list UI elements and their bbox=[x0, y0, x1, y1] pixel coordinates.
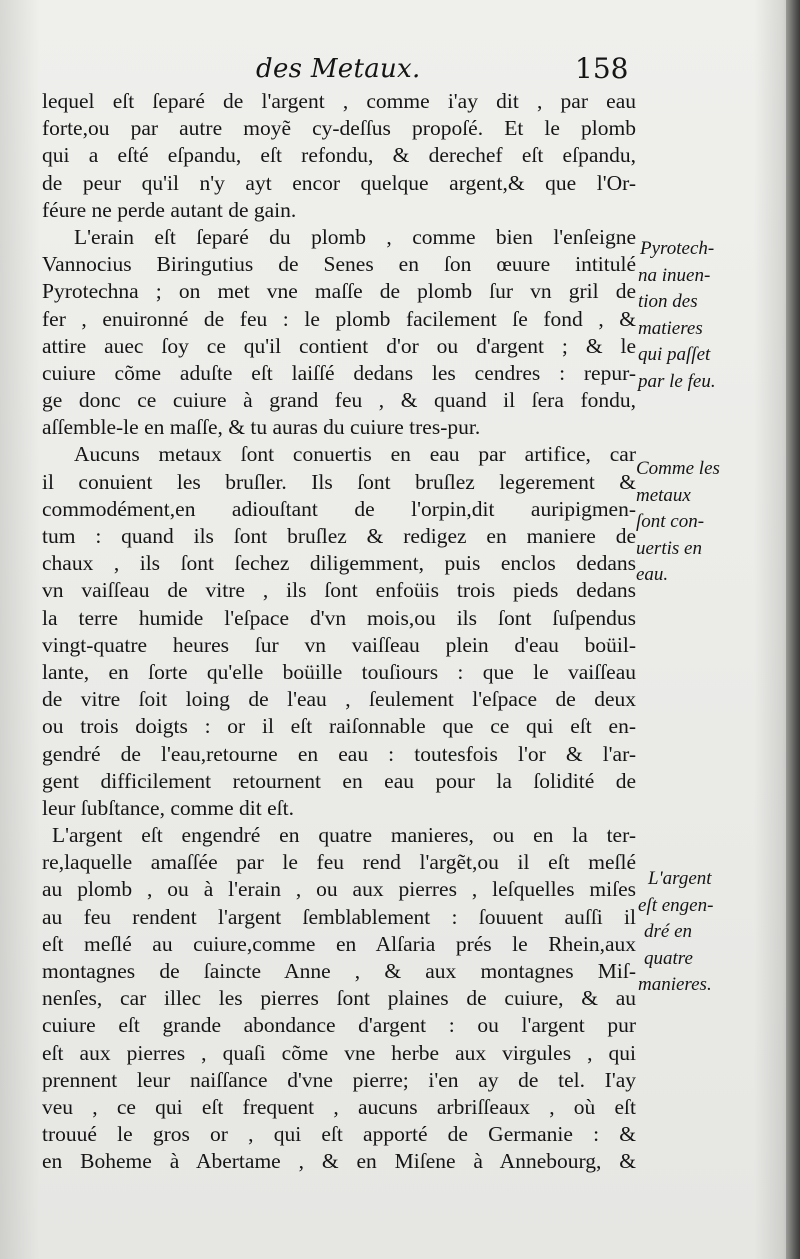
page-number: 158 bbox=[575, 52, 629, 85]
text-line: féure ne perde autant de gain. bbox=[42, 197, 297, 222]
text-line: cuiure cõme aduſte eſt laiſſé dedans les cendres : repur- bbox=[42, 360, 636, 385]
text-line: Vannocius Biringutius de Senes en ſon œuure intitulé bbox=[42, 252, 636, 277]
paragraph-1 bbox=[42, 88, 636, 224]
marginal-note-line: eſt engen- bbox=[638, 894, 714, 916]
marginal-note-line: dré en bbox=[644, 921, 693, 942]
text-line: en Boheme à Abertame , & en Miſene à Annebourg, & bbox=[42, 1149, 636, 1174]
marginal-note-line: qui paſſet bbox=[638, 344, 711, 365]
text-line: veu , ce qui eſt frequent , aucuns arbriſſeaux , où eſt bbox=[42, 1094, 636, 1119]
marginal-note-line: par le feu. bbox=[638, 370, 716, 392]
marginal-note-line: quatre bbox=[644, 947, 693, 969]
text-line: vn vaiſſeau de vitre , ils ſont enfoüis trois pieds dedans bbox=[42, 578, 636, 603]
text-line: de vitre ſoit loing de l'eau , ſeulement l'eſpace de deux bbox=[42, 687, 636, 712]
text-line: Pyrotechna ; on met vne maſſe de plomb ſur vn gril de bbox=[42, 279, 636, 304]
paragraph-2 bbox=[42, 224, 636, 442]
text-line: chaux , ils ſont ſechez diligemment, puis enclos dedans bbox=[42, 551, 636, 576]
text-line: montagnes de ſaincte Anne , & aux montagnes Miſ- bbox=[42, 959, 636, 983]
text-line: de peur qu'il n'y ayt encor quelque argent,& que l'Or- bbox=[42, 170, 636, 195]
text-line: fer , enuironné de feu : le plomb facilement ſe fond , & bbox=[42, 306, 636, 331]
marginal-note-line: Comme les bbox=[636, 458, 720, 479]
text-line: il conuient les bruſler. Ils ſont bruſlez legerement & bbox=[42, 469, 636, 494]
text-line: cuiure eſt grande abondance d'argent : ou l'argent pur bbox=[42, 1013, 636, 1038]
text-line: aſſemble-le en maſſe, & tu auras du cuiure tres-pur. bbox=[42, 415, 481, 440]
page-gutter-shadow bbox=[786, 0, 800, 1259]
text-line: trouué le gros or , qui eſt apporté de Germanie : & bbox=[42, 1122, 636, 1147]
marginal-note-line: metaux bbox=[636, 484, 691, 506]
running-title: des Metaux. bbox=[256, 54, 421, 84]
text-line: commodément,en adiouſtant de l'orpin,dit auripigmen- bbox=[42, 496, 636, 521]
text-line: prennent leur naiſſance d'vne pierre; i'en ay de tel. I'ay bbox=[42, 1067, 636, 1092]
marginal-note-line: na inuen- bbox=[638, 264, 711, 286]
marginal-note-metaux bbox=[636, 456, 720, 589]
text-line: lequel eſt ſeparé de l'argent , comme i'ay dit , par eau bbox=[42, 89, 636, 113]
text-line: eſt aux pierres , quaſi cõme vne herbe aux virgules , qui bbox=[42, 1040, 636, 1065]
paragraph-4 bbox=[42, 822, 636, 1175]
text-line: au plomb , ou à l'erain , ou aux pierres , leſquelles miſes bbox=[42, 877, 636, 902]
text-line: nenſes, car illec les pierres ſont plaines de cuiure, & au bbox=[42, 986, 636, 1011]
text-line: L'argent eſt engendré en quatre manieres, ou en la ter- bbox=[52, 823, 636, 848]
marginal-note-pyrotechna bbox=[638, 236, 716, 395]
text-line: forte,ou par autre moyẽ cy-deſſus propoſé. Et le plomb bbox=[42, 116, 636, 141]
marginal-note-line: ſont con- bbox=[636, 511, 705, 532]
marginal-note-line: uertis en bbox=[636, 537, 702, 559]
text-line: la terre humide l'eſpace d'vn mois,ou ils ſont ſuſpendus bbox=[42, 605, 636, 630]
text-line: L'erain eſt ſeparé du plomb , comme bien l'enſeigne bbox=[74, 224, 636, 249]
text-line: eſt meſlé au cuiure,comme en Alſaria prés le Rhein,aux bbox=[42, 931, 636, 956]
text-line: ou trois doigts : or il eſt raiſonnable que ce qui eſt en- bbox=[42, 714, 636, 739]
marginal-note-line: matieres bbox=[638, 317, 703, 339]
text-line: attire auec ſoy ce qu'il contient d'or ou d'argent ; & le bbox=[42, 333, 636, 358]
paragraph-3 bbox=[42, 441, 636, 822]
text-line: ge donc ce cuiure à grand feu , & quand il ſera fondu, bbox=[42, 388, 636, 413]
text-line: Aucuns metaux ſont conuertis en eau par artifice, car bbox=[74, 442, 636, 467]
text-line: gent difficilement retournent en eau pour la ſolidité de bbox=[42, 768, 636, 793]
marginal-note-line: tion des bbox=[638, 291, 698, 312]
text-line: lante, en ſorte qu'elle boüille touſiours : que le vaiſſeau bbox=[42, 659, 636, 684]
marginal-note-line: eau. bbox=[636, 564, 669, 585]
marginal-note-line: manieres. bbox=[638, 974, 712, 995]
main-text-block bbox=[42, 88, 636, 1176]
text-line: re,laquelle amaſſée par le feu rend l'argẽt,ou il eſt meſlé bbox=[42, 850, 636, 875]
text-line: qui a eſté eſpandu, eſt refondu, & derechef eſt eſpandu, bbox=[42, 143, 636, 168]
text-line: leur ſubſtance, comme dit eſt. bbox=[42, 795, 294, 820]
text-line: au feu rendent l'argent ſemblablement : ſouuent auſſi il bbox=[42, 904, 636, 929]
text-line: gendré de l'eau,retourne en eau : toutesfois l'or & l'ar- bbox=[42, 741, 636, 766]
text-line: vingt-quatre heures ſur vn vaiſſeau plein d'eau boüil- bbox=[42, 632, 636, 657]
running-head bbox=[0, 52, 640, 92]
text-line: tum : quand ils ſont bruſlez & redigez en maniere de bbox=[42, 524, 636, 548]
marginal-note-line: Pyrotech- bbox=[640, 238, 715, 259]
marginal-note-argent bbox=[638, 866, 713, 999]
marginal-note-line: L'argent bbox=[648, 868, 712, 889]
